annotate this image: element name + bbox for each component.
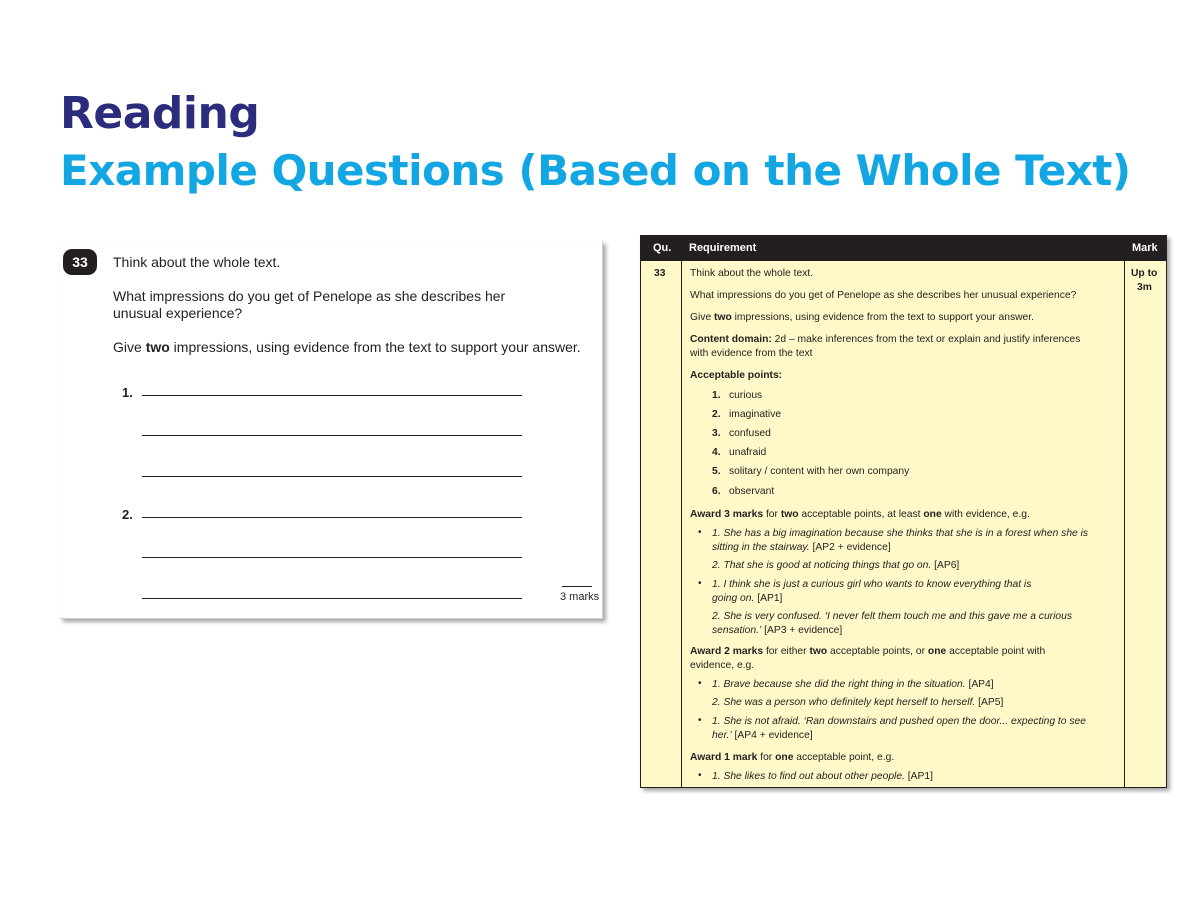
ms-mark-line2: 3m: [1137, 282, 1152, 293]
ms-instruction-post: impressions, using evidence from the text to support your answer.: [731, 312, 1034, 323]
award-3-mid2: acceptable points, at least: [798, 509, 924, 520]
question-number-badge: 33: [63, 249, 97, 275]
example-2a-line1-text: 1. Brave because she did the right thing in the situation.: [712, 679, 966, 690]
ms-instruction-pre: Give: [690, 312, 715, 323]
example-2a-line2: [712, 696, 1003, 710]
ms-content-domain-line2: with evidence from the text: [690, 348, 813, 359]
award-3-end: with evidence, e.g.: [941, 509, 1030, 520]
column-divider-1: [681, 236, 682, 787]
ms-question-number: 33: [654, 268, 666, 279]
ms-instruction-bold: two: [714, 312, 732, 323]
example-2b-line2-tag: [AP4 + evidence]: [731, 730, 813, 741]
example-2b-line2: [712, 729, 813, 743]
point-number: 4.: [712, 447, 721, 458]
answer-1-label: 1.: [122, 385, 133, 400]
instruction-post: impressions, using evidence from the text to support your answer.: [169, 339, 581, 355]
award-1-mid: for: [757, 752, 776, 763]
award-2-bold: Award 2 marks: [690, 646, 764, 657]
header-requirement: Requirement: [689, 242, 757, 254]
example-3a-line3-text: 2. That she is good at noticing things that go on.: [712, 560, 932, 571]
header-mark: Mark: [1132, 242, 1158, 254]
example-2a-line2-text: 2. She was a person who definitely kept herself to herself.: [712, 697, 976, 708]
award-1-bold: Award 1 mark: [690, 752, 758, 763]
example-3a-line2-text: sitting in the stairway.: [712, 542, 810, 553]
slide-heading: [60, 86, 1131, 200]
point-text: confused: [729, 428, 771, 439]
answer-1-line-3: [142, 476, 522, 477]
example-3b-line2-tag: [AP1]: [754, 593, 783, 604]
example-3b-line4-text: sensation.’: [712, 625, 762, 636]
question-prompt-line1: What impressions do you get of Penelope as she describes her: [113, 288, 506, 304]
bullet-icon: •: [698, 770, 702, 781]
bullet-icon: •: [698, 678, 702, 689]
point-number: 3.: [712, 428, 721, 439]
point-text: solitary / content with her own company: [729, 466, 910, 477]
ms-intro: Think about the whole text.: [690, 268, 814, 279]
answer-2-line-3: [142, 598, 522, 599]
marks-rule: [562, 586, 592, 587]
question-intro: Think about the whole text.: [113, 254, 281, 270]
answer-1-line-2: [142, 435, 522, 436]
mark-scheme-card: [640, 235, 1167, 788]
award-2-mid2: acceptable points, or: [827, 646, 928, 657]
instruction-pre: Give: [113, 339, 146, 355]
point-number: 1.: [712, 390, 721, 401]
example-1a-line1-text: 1. She likes to find out about other people.: [712, 771, 905, 782]
answer-2-line-2: [142, 557, 522, 558]
award-2-marks-line2: evidence, e.g.: [690, 660, 755, 671]
award-3-b2: two: [780, 509, 799, 520]
question-prompt-line2: unusual experience?: [113, 305, 243, 321]
example-3a-line2-tag: [AP2 + evidence]: [809, 542, 891, 553]
award-3-mid1: for: [763, 509, 781, 520]
header-qu: Qu.: [653, 242, 672, 254]
point-number: 6.: [712, 486, 721, 497]
example-2b-line1: 1. She is not afraid. ‘Ran downstairs and pushed open the door... expecting to see: [712, 716, 1086, 727]
example-3b-line2: [712, 592, 782, 606]
example-1a-line1: [712, 770, 933, 784]
instruction-bold: two: [145, 339, 170, 355]
bullet-icon: •: [698, 715, 702, 726]
example-3b-line2-text: going on.: [712, 593, 755, 604]
header-divider: [641, 260, 1166, 261]
award-2-end1: acceptable point with: [946, 646, 1046, 657]
award-3-marks: [690, 508, 1030, 522]
answer-2-line-1: [142, 517, 522, 518]
ms-mark-line1: Up to: [1131, 268, 1158, 279]
content-domain-label: Content domain:: [690, 334, 772, 345]
ms-content-domain: [690, 333, 1080, 347]
award-2-mid1: for either: [763, 646, 810, 657]
example-3a-line2: [712, 541, 891, 555]
mark-scheme-header: [641, 236, 1166, 260]
column-divider-2: [1124, 236, 1125, 787]
bullet-icon: •: [698, 527, 702, 538]
example-3b-line1: 1. I think she is just a curious girl who wants to know everything that is: [712, 579, 1032, 590]
example-3b-line4-tag: [AP3 + evidence]: [761, 625, 843, 636]
bullet-icon: •: [698, 578, 702, 589]
example-3a-line3-tag: [AP6]: [931, 560, 960, 571]
ms-prompt: What impressions do you get of Penelope as she describes her unusual experience?: [690, 290, 1077, 301]
marks-label: 3 marks: [560, 591, 600, 603]
ms-instruction: [690, 311, 1034, 325]
point-number: 5.: [712, 466, 721, 477]
heading-example-questions: Example Questions (Based on the Whole Text): [60, 146, 1131, 195]
question-card: [60, 241, 603, 619]
award-2-marks: [690, 645, 1045, 659]
example-1a-line1-tag: [AP1]: [904, 771, 933, 782]
example-3a-line3: [712, 559, 959, 573]
ms-acceptable-label: Acceptable points:: [690, 370, 783, 381]
example-3b-line3: 2. She is very confused. ‘I never felt them touch me and this gave me a curious: [712, 611, 1073, 622]
content-domain-text1: 2d – make inferences from the text or explain and justify inferences: [771, 334, 1081, 345]
example-2a-line2-tag: [AP5]: [975, 697, 1004, 708]
point-text: curious: [729, 390, 763, 401]
answer-2-label: 2.: [122, 507, 133, 522]
award-2-b3: one: [927, 646, 947, 657]
answer-1-line-1: [142, 395, 522, 396]
award-1-end: acceptable point, e.g.: [793, 752, 895, 763]
example-2a-line1: [712, 678, 994, 692]
award-3-b3: one: [923, 509, 942, 520]
award-2-b2: two: [809, 646, 828, 657]
example-2b-line2-text: her.’: [712, 730, 732, 741]
point-text: imaginative: [729, 409, 782, 420]
award-3-bold: Award 3 marks: [690, 509, 764, 520]
point-text: observant: [729, 486, 775, 497]
point-text: unafraid: [729, 447, 767, 458]
example-3b-line4: [712, 624, 842, 638]
award-1-b2: one: [775, 752, 794, 763]
example-2a-line1-tag: [AP4]: [965, 679, 994, 690]
point-number: 2.: [712, 409, 721, 420]
award-1-mark: [690, 751, 894, 765]
question-instruction: [113, 339, 581, 356]
example-3a-line1: 1. She has a big imagination because she thinks that she is in a forest when she is: [712, 528, 1089, 539]
heading-reading: Reading: [60, 88, 260, 139]
